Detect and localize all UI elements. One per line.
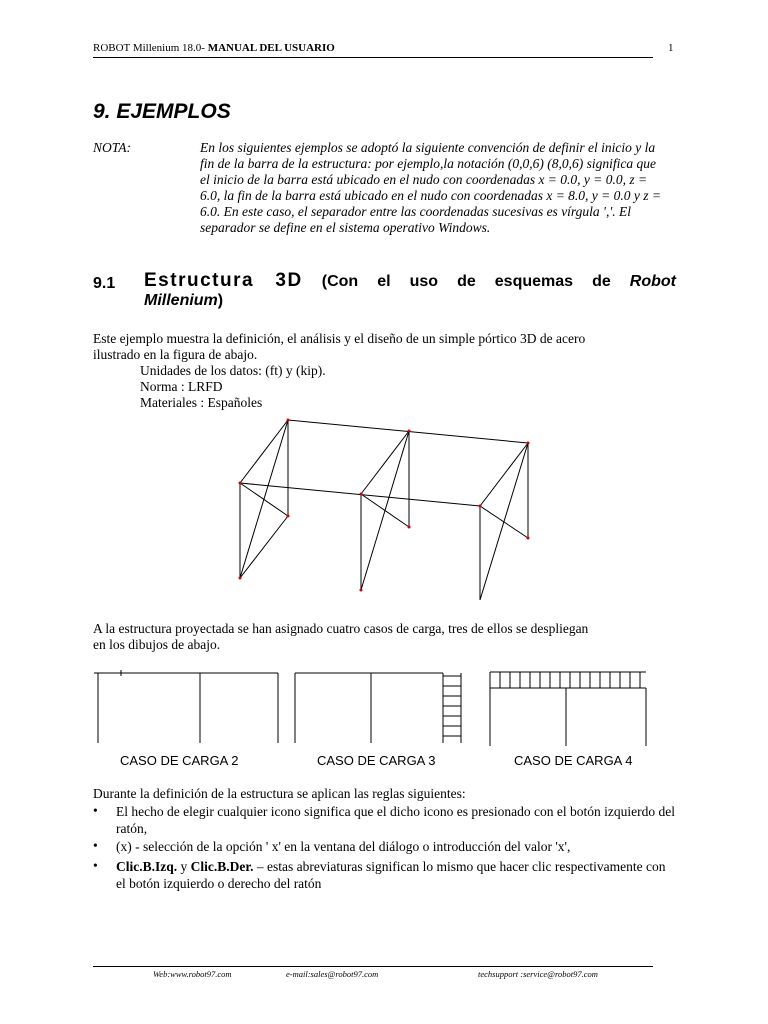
load-case-2-drawing [94, 668, 284, 748]
footer-rule [93, 966, 653, 967]
load-case-3-label: CASO DE CARGA 3 [317, 753, 436, 768]
intro-line-1: Este ejemplo muestra la definición, el análisis y el diseño de un simple pórtico 3D de acero [93, 331, 586, 346]
subsection-title-main: Estructura 3D [144, 270, 303, 291]
footer-web: Web:www.robot97.com [153, 969, 232, 979]
bullet-3-bold-a: Clic.B.Izq. [116, 859, 178, 874]
frame-3d-drawing [230, 410, 540, 610]
header-title-bold: MANUAL DEL USUARIO [207, 42, 335, 54]
bullet-1-text: El hecho de elegir cualquier icono significa que el dicho icono es presionado con el botón izquierdo del ratón, [116, 804, 675, 836]
footer-support: techsupport :service@robot97.com [478, 969, 598, 979]
intro-materiales: Materiales : Españoles [140, 395, 263, 410]
nota-text: En los siguientes ejemplos se adoptó la siguiente convención de definir el inicio y la fin de la barra de la estructura: por ejemplo,la notación (0,0,6) (8,0,6) significa que el inicio de la barra está ubicado en el nudo con coordenadas x = 0.0, y = 0.0, z = 6.0, la fin de la barra está ubicado en el nudo con coordenadas x = 8.0, y = 0.0 y z = 6.0. En este caso, el separador entre las coordenadas sucesivas es vírgula ','. El separador se define en el sistema operativo Windows. [200, 140, 662, 235]
bullet-3-body: estas abreviaturas significan lo mismo que hacer clic respectivamente con el botón izquierdo o derecho del ratón [116, 859, 666, 891]
rules-intro: Durante la definición de la estructura se aplican las reglas siguientes: [93, 786, 466, 801]
subsection-title-close: ) [217, 292, 224, 309]
section-heading: 9. EJEMPLOS [93, 100, 231, 123]
bullet-2-text: (x) - selección de la opción ' x' en la ventana del diálogo o introducción del valor 'x', [116, 839, 571, 854]
cases-line-2: en los dibujos de abajo. [93, 637, 221, 652]
header-rule [93, 57, 653, 58]
intro-units: Unidades de los datos: (ft) y (kip). [140, 363, 326, 378]
nota-label: NOTA: [93, 140, 132, 155]
bullet-3-marker: • [93, 858, 98, 873]
subsection-number: 9.1 [93, 275, 116, 292]
bullet-2-marker: • [93, 838, 98, 853]
bullet-3-dash: – [253, 859, 268, 874]
header-title: ROBOT Millenium 18.0- [93, 42, 208, 54]
load-case-4-label: CASO DE CARGA 4 [514, 753, 633, 768]
cases-line-1: A la estructura proyectada se han asignado cuatro casos de carga, tres de ellos se despliegan [93, 621, 589, 636]
subsection-title-line2 [144, 292, 223, 310]
bullet-3-text [116, 858, 676, 892]
footer-email: e-mail:sales@robot97.com [286, 969, 379, 979]
bullet-3-y: y [177, 859, 191, 874]
subsection-title-paren: (Con el uso de esquemas de [321, 273, 630, 290]
intro-line-2: ilustrado en la figura de abajo. [93, 347, 258, 362]
load-case-4-drawing [488, 668, 658, 748]
load-case-2-label: CASO DE CARGA 2 [120, 753, 239, 768]
page-number: 1 [668, 42, 674, 54]
bullet-3-bold-b: Clic.B.Der. [190, 859, 254, 874]
intro-norma: Norma : LRFD [140, 379, 223, 394]
subsection-title-italic-part: Robot [629, 273, 676, 290]
load-case-3-drawing [293, 668, 473, 748]
page-header [93, 42, 653, 54]
subsection-title [144, 271, 676, 292]
bullet-1-marker: • [93, 803, 98, 818]
subsection-title-millenium: Millenium [144, 292, 218, 309]
